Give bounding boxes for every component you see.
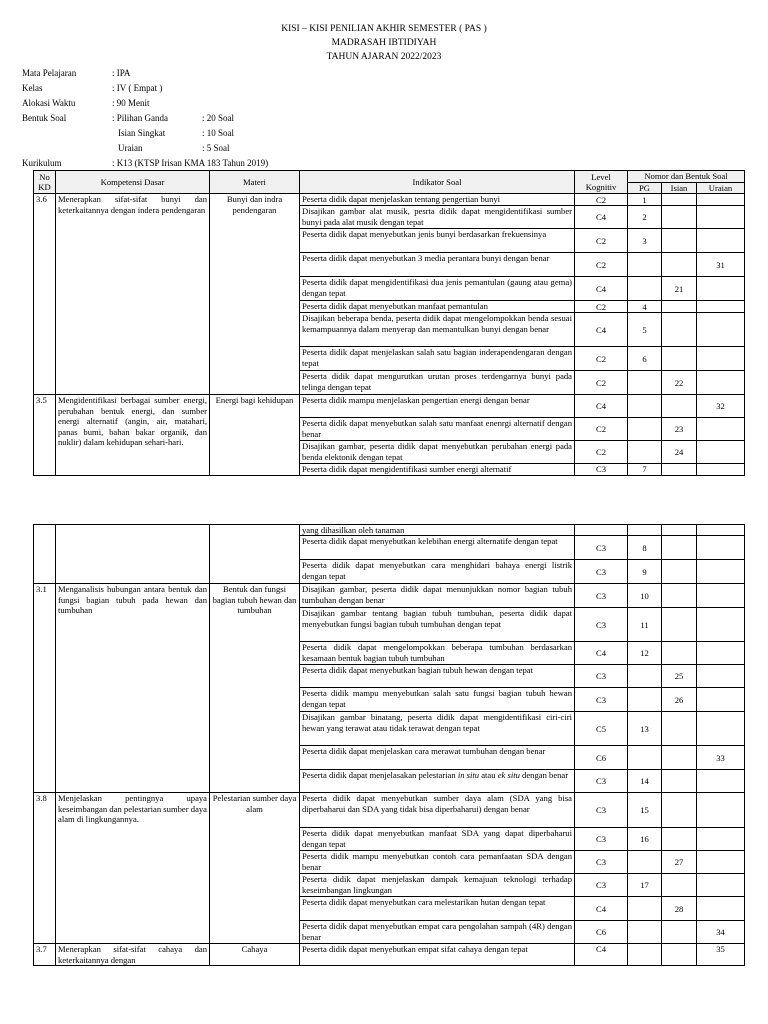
pg	[628, 851, 662, 874]
level: C2	[575, 253, 628, 277]
pg: 4	[628, 301, 662, 313]
uraian	[697, 560, 745, 584]
kd-number: 3.5	[34, 395, 56, 475]
level: C4	[575, 897, 628, 921]
indikator: Peserta didik mampu menjelaskan pengertian energi dengan benar	[300, 395, 575, 418]
isian	[662, 347, 697, 371]
level: C3	[575, 793, 628, 828]
kd-number: 3.6	[34, 194, 56, 395]
isian	[662, 746, 697, 770]
indikator: Peserta didik mampu menyebutkan salah satu fungsi bagian tubuh hewan dengan tepat	[300, 688, 575, 712]
uraian	[697, 536, 745, 560]
pg	[628, 371, 662, 395]
isian	[662, 194, 697, 206]
indikator: Peserta didik dapat menyebutkan manfaat pemantulan	[300, 301, 575, 313]
pg: 5	[628, 313, 662, 347]
table-row	[34, 944, 745, 966]
uraian	[697, 206, 745, 229]
isian	[662, 395, 697, 418]
indikator: Peserta didik dapat mengelompokkan beberapa tumbuhan berdasarkan kesamaan bentuk bagian tubuh tumbuhan	[300, 642, 575, 665]
pg: 6	[628, 347, 662, 371]
kd-number: 3.7	[34, 944, 56, 966]
level: C3	[575, 770, 628, 793]
isian: 25	[662, 665, 697, 688]
uraian	[697, 851, 745, 874]
indikator: Peserta didik dapat menyebutkan bagian tubuh hewan dengan tepat	[300, 665, 575, 688]
kd-number: 3.8	[34, 793, 56, 944]
isian	[662, 206, 697, 229]
isian: 23	[662, 418, 697, 441]
kisi-table-page1	[33, 170, 745, 476]
pg	[628, 665, 662, 688]
isian	[662, 944, 697, 966]
pg	[628, 897, 662, 921]
pg	[628, 921, 662, 944]
kd-number: 3.1	[34, 584, 56, 793]
indikator: Peserta didik dapat menyebutkan empat cara pengolahan sampah (4R) dengan benar	[300, 921, 575, 944]
header-kompetensi: Kompetensi Dasar	[56, 171, 210, 194]
pg: 15	[628, 793, 662, 828]
level: C4	[575, 277, 628, 301]
level: C4	[575, 313, 628, 347]
kisi-table-page2	[33, 524, 745, 966]
document-header	[0, 22, 768, 64]
isian	[662, 874, 697, 897]
level: C3	[575, 560, 628, 584]
pg: 8	[628, 536, 662, 560]
pg: 1	[628, 194, 662, 206]
kd-text: Mengidentifikasi berbagai sumber energi, perubahan bentuk energi, dan sumber energi alternatif (angin, air, matahari, panas bumi, bahan bakar organik, dan nuklir) dalam kehidupan sehari-hari.	[56, 395, 210, 475]
uraian	[697, 608, 745, 642]
uraian	[697, 828, 745, 851]
uraian: 32	[697, 395, 745, 418]
kd-text: Menjelaskan pentingnya upaya keseimbangan dan pelestarian sumber daya alam di lingkungannya.	[56, 793, 210, 944]
level: C3	[575, 584, 628, 608]
level: C4	[575, 944, 628, 966]
indikator: Disajikan gambar binatang, peserta didik dapat mengidentifikasi ciri-ciri hewan yang terawat atau tidak terawat dengan tepat	[300, 712, 575, 746]
level: C2	[575, 229, 628, 253]
pg: 2	[628, 206, 662, 229]
level: C2	[575, 347, 628, 371]
header-year: TAHUN AJARAN 2022/2023	[326, 52, 442, 62]
level: C6	[575, 746, 628, 770]
level: C4	[575, 206, 628, 229]
level: C2	[575, 371, 628, 395]
uraian	[697, 665, 745, 688]
uraian	[697, 371, 745, 395]
level	[575, 525, 628, 536]
uraian	[697, 770, 745, 793]
header-pg: PG	[628, 183, 662, 194]
isian	[662, 313, 697, 347]
kd-text: Menerapkan sifat-sifat bunyi dan keterkaitannya dengan indera pendengaran	[56, 194, 210, 395]
uraian	[697, 418, 745, 441]
kd-materi: Bunyi dan indra pendengaran	[210, 194, 300, 395]
kd-materi: Cahaya	[210, 944, 300, 966]
pg: 13	[628, 712, 662, 746]
pg	[628, 253, 662, 277]
uraian	[697, 277, 745, 301]
indikator: Disajikan gambar alat musik, pesrta didik dapat mengidentifikasi sumber bunyi pada alat musik dengan tepat	[300, 206, 575, 229]
indikator: Peserta didik dapat mengidentifikasi sumber energi alternatif	[300, 464, 575, 475]
pg: 3	[628, 229, 662, 253]
indikator: Peserta didik dapat menyebutkan jenis bunyi berdasarkan frekuensinya	[300, 229, 575, 253]
uraian	[697, 642, 745, 665]
isian: 24	[662, 441, 697, 464]
uraian	[697, 874, 745, 897]
level: C2	[575, 194, 628, 206]
level: C4	[575, 395, 628, 418]
uraian: 34	[697, 921, 745, 944]
kd-materi: Pelestarian sumber daya alam	[210, 793, 300, 944]
pg: 10	[628, 584, 662, 608]
level: C3	[575, 874, 628, 897]
level: C3	[575, 688, 628, 712]
pg	[628, 441, 662, 464]
indikator: Disajikan gambar, peserta didik dapat menunjukkan nomor bagian tubuh tumbuhan dengan benar	[300, 584, 575, 608]
kd-text: Menerapkan sifat-sifat cahaya dan keterkaitannya dengan	[56, 944, 210, 966]
level: C3	[575, 851, 628, 874]
indikator: Peserta didik dapat menyebutkan kelebihan energi alternatife dengan tepat	[300, 536, 575, 560]
indikator: Peserta didik dapat menjelaskan dampak kemajuan teknologi terhadap keseimbangan lingkungan	[300, 874, 575, 897]
isian	[662, 712, 697, 746]
level: C2	[575, 441, 628, 464]
uraian	[697, 793, 745, 828]
pg	[628, 525, 662, 536]
level: C4	[575, 642, 628, 665]
isian	[662, 793, 697, 828]
uraian: 33	[697, 746, 745, 770]
isian: 22	[662, 371, 697, 395]
header-school: MADRASAH IBTIDIYAH	[331, 38, 437, 48]
pg	[628, 277, 662, 301]
isian	[662, 608, 697, 642]
indikator: Peserta didik dapat menjelasakan pelestarian in situ atau ek situ dengan benar	[300, 770, 575, 793]
table-row	[34, 194, 745, 206]
pg: 12	[628, 642, 662, 665]
pg	[628, 746, 662, 770]
isian	[662, 229, 697, 253]
kd-number-empty	[34, 525, 56, 584]
uraian	[697, 688, 745, 712]
pg: 7	[628, 464, 662, 475]
header-uraian: Uraian	[697, 183, 745, 194]
header-title: KISI – KISI PENILIAN AKHIR SEMESTER ( PAS )	[281, 24, 487, 34]
uraian	[697, 464, 745, 475]
pg: 9	[628, 560, 662, 584]
isian: 26	[662, 688, 697, 712]
indikator: Disajikan gambar tentang bagian tubuh tumbuhan, peserta didik dapat menyebutkan fungsi bagian tubuh tumbuhan dengan tepat	[300, 608, 575, 642]
header-level: Level Kognitiv	[575, 171, 628, 194]
indikator: Peserta didik dapat menyebutkan salah satu manfaat enenrgi alternatif dengan benar	[300, 418, 575, 441]
indikator: Peserta didik mampu menyebutkan contoh cara pemanfaatan SDA dengan benar	[300, 851, 575, 874]
indikator: yang dihasilkan oleh tanaman	[300, 525, 575, 536]
pg	[628, 418, 662, 441]
indikator: Peserta didik dapat menjelaskan cara merawat tumbuhan dengan benar	[300, 746, 575, 770]
uraian	[697, 712, 745, 746]
pg	[628, 944, 662, 966]
pg	[628, 688, 662, 712]
header-isian: Isian	[662, 183, 697, 194]
uraian: 35	[697, 944, 745, 966]
uraian: 31	[697, 253, 745, 277]
indikator: Peserta didik dapat menyebutkan cara menghidari bahaya energi listrik dengan tepat	[300, 560, 575, 584]
isian	[662, 464, 697, 475]
table-row	[34, 395, 745, 418]
header-no-kd: No KD	[34, 171, 56, 194]
isian	[662, 536, 697, 560]
indikator: Peserta didik dapat menyebutkan 3 media perantara bunyi dengan benar	[300, 253, 575, 277]
level: C3	[575, 828, 628, 851]
kd-materi-empty	[210, 525, 300, 584]
kd-materi: Bentuk dan fungsi bagian tubuh hewan dan tumbuhan	[210, 584, 300, 793]
isian	[662, 560, 697, 584]
indikator: Peserta didik dapat menyebutkan sumber daya alam (SDA yang bisa diperbaharui dan SDA yang tidak bisa diperbaharui) dengan benar	[300, 793, 575, 828]
pg: 14	[628, 770, 662, 793]
isian	[662, 525, 697, 536]
level: C3	[575, 536, 628, 560]
uraian	[697, 525, 745, 536]
indikator: Peserta didik dapat menyebutkan empat sifat cahaya dengan tepat	[300, 944, 575, 966]
isian	[662, 301, 697, 313]
isian	[662, 253, 697, 277]
table-row	[34, 525, 745, 536]
uraian	[697, 897, 745, 921]
uraian	[697, 313, 745, 347]
isian	[662, 828, 697, 851]
table-row	[34, 584, 745, 608]
header-materi: Materi	[210, 171, 300, 194]
isian	[662, 921, 697, 944]
indikator: Peserta didik dapat menjelaskan salah satu bagian inderapendengaran dengan tepat	[300, 347, 575, 371]
header-indikator: Indikator Soal	[300, 171, 575, 194]
indikator: Peserta didik dapat mengidentifikasi dua jenis pemantulan (gaung atau gema) dengan tepat	[300, 277, 575, 301]
uraian	[697, 347, 745, 371]
isian: 27	[662, 851, 697, 874]
indikator: Peserta didik dapat menyebutkan manfaat SDA yang dapat diperbaharui dengan tepat	[300, 828, 575, 851]
isian: 21	[662, 277, 697, 301]
level: C2	[575, 418, 628, 441]
level: C3	[575, 608, 628, 642]
indikator: Peserta didik dapat menyebutkan cara melestarikan hutan dengan tepat	[300, 897, 575, 921]
kd-materi: Energi bagi kehidupan	[210, 395, 300, 475]
pg: 16	[628, 828, 662, 851]
isian: 28	[662, 897, 697, 921]
pg: 11	[628, 608, 662, 642]
uraian	[697, 229, 745, 253]
indikator: Peserta didik dapat mengurutkan urutan proses terdengarnya bunyi pada telinga dengan tepat	[300, 371, 575, 395]
table-row	[34, 793, 745, 828]
level: C5	[575, 712, 628, 746]
uraian	[697, 441, 745, 464]
pg: 17	[628, 874, 662, 897]
level: C3	[575, 464, 628, 475]
uraian	[697, 194, 745, 206]
header-nomor: Nomor dan Bentuk Soal	[628, 171, 745, 183]
indikator: Disajikan gambar, peserta didik dapat menyebutkan perubahan energi pada benda elektonik dengan tepat	[300, 441, 575, 464]
indikator: Disajikan beberapa benda, peserta didik dapat mengelompokkan benda sesuai kemampuannya dalam menyerap dan memantulkan bunyi dengan benar	[300, 313, 575, 347]
uraian	[697, 301, 745, 313]
pg	[628, 395, 662, 418]
kd-text-empty	[56, 525, 210, 584]
indikator: Peserta didik dapat menjelaskan tentang pengertian bunyi	[300, 194, 575, 206]
kd-text: Menganalisis hubungan antara bentuk dan fungsi bagian tubuh pada hewan dan tumbuhan	[56, 584, 210, 793]
isian	[662, 642, 697, 665]
level: C2	[575, 301, 628, 313]
isian	[662, 770, 697, 793]
isian	[662, 584, 697, 608]
level: C6	[575, 921, 628, 944]
level: C3	[575, 665, 628, 688]
uraian	[697, 584, 745, 608]
